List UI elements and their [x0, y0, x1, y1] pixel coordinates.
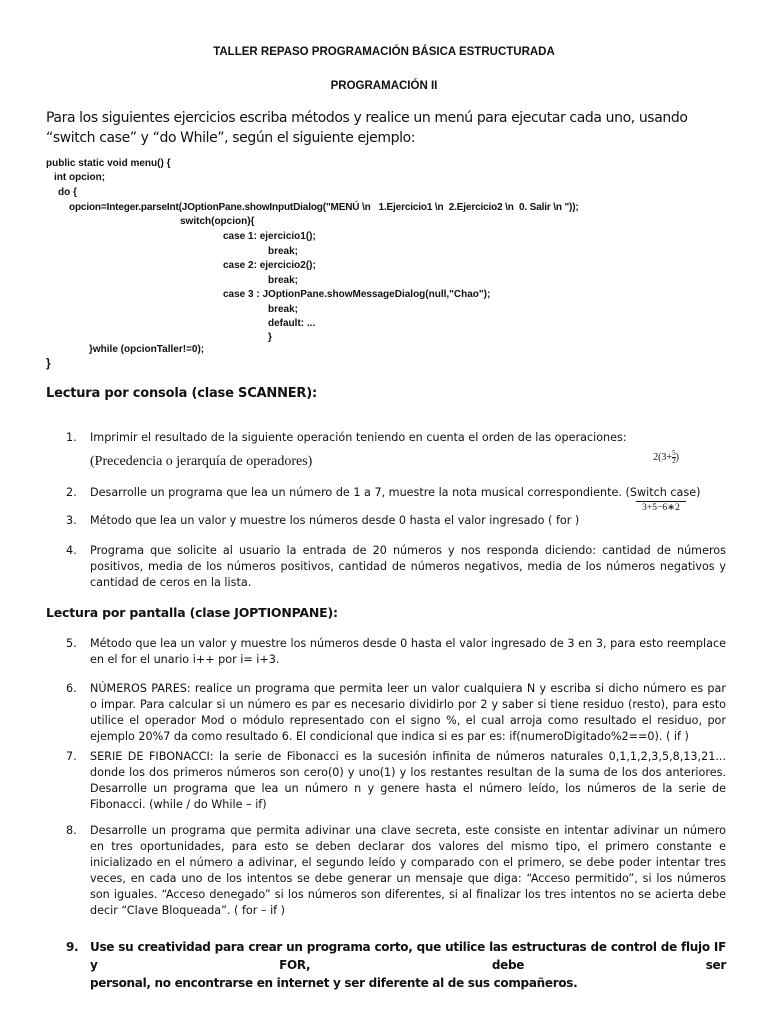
item-line: donde los dos primeros números son cero(0) y uno(1) y los restantes resultan de la suma de los dos anteriores. — [90, 766, 726, 779]
item-text: Método que lea un valor y muestre los números desde 0 hasta el valor ingresado ( for ) — [90, 514, 580, 527]
item-number: 3. — [66, 514, 77, 527]
code-line: break; — [268, 246, 299, 257]
list-item — [66, 485, 726, 501]
item-line: veces, en cada uno de los intentos se debe generar un mensaje que diga: “Acceso permitido”, si los números — [90, 872, 726, 885]
item-line: utilice el operador Mod o módulo representado con el signo %, el cual arroja como resultado el residuo, por — [90, 714, 726, 727]
item-note: (Precedencia o jerarquía de operadores) — [90, 454, 313, 469]
intro-paragraph: Para los siguientes ejercicios escriba métodos y realice un menú para ejecutar cada uno, usando “switch case” y “do While”, según el siguiente ejemplo: — [46, 110, 688, 146]
formula-inner-numerator: 5 — [672, 449, 676, 457]
item-line: NÚMEROS PARES: realice un programa que permita leer un valor cualquiera N y escriba si dicho número es par — [90, 682, 726, 695]
section-heading-joptionpane: Lectura por pantalla (clase JOPTIONPANE): — [46, 605, 338, 620]
code-line: case 1: ejercicio1(); — [223, 231, 316, 242]
code-line: } — [268, 332, 272, 343]
code-line: break; — [268, 304, 299, 315]
formula-denominator: 3+5−6∗2 — [636, 501, 686, 514]
section-heading-scanner: Lectura por consola (clase SCANNER): — [46, 386, 317, 401]
item-line: SERIE DE FIBONACCI: la serie de Fibonacci es la sucesión infinita de números naturales 0,1,1,2,3,5,8,13,21... — [90, 750, 726, 763]
item-line: Use su creatividad para crear un programa corto, que utilice las estructuras de control de flujo IF y FOR, debe ser — [90, 940, 726, 972]
code-line: switch(opcion){ — [180, 216, 255, 227]
list-item — [66, 430, 726, 446]
item-number: 6. — [66, 682, 77, 695]
list-item — [66, 823, 726, 919]
item-line: personal, no encontrarse en internet y ser diferente al de sus compañeros. — [90, 976, 578, 990]
item-line: en tres oportunidades, para esto se deben declarar dos valores del mismo tipo, el primero constante e — [90, 840, 726, 853]
code-line: do { — [58, 187, 77, 198]
list-item — [66, 513, 726, 529]
list-item — [66, 543, 726, 591]
list-item — [66, 749, 726, 813]
item-line: o impar. Para calcular si un número es par es necesario dividirlo por 2 y saber si tiene residuo (resto), para esto — [90, 698, 726, 711]
item-line: Desarrolle un programa que lea un número n y genere hasta el número leído, los números de la serie de — [90, 782, 726, 795]
formula-numerator: 2(3+ — [653, 451, 673, 463]
item-number: 7. — [66, 750, 77, 763]
item-line: Desarrolle un programa que permita adivinar una clave secreta, este consiste en intentar adivinar un número — [90, 824, 726, 837]
list-item — [66, 681, 726, 745]
item-line: positivos, media de los números positivos, cantidad de números negativos, media de los números negativos y — [90, 560, 726, 573]
item-line: ejemplo 20%7 da como resultado 6. El condicional que indica si es par es: if(numeroDigitado%2==0). ( if ) — [90, 730, 689, 743]
code-line: public static void menu() { — [46, 158, 171, 169]
item-line: Programa que solicite al usuario la entrada de 20 números y nos responda diciendo: cantidad de números — [90, 544, 726, 557]
formula-inner-denominator: 2 — [672, 457, 676, 465]
code-line: case 3 : JOptionPane.showMessageDialog(null,"Chao"); — [223, 289, 491, 300]
code-line: case 2: ejercicio2(); — [223, 260, 316, 271]
item-line: Método que lea un valor y muestre los números desde 0 hasta el valor ingresado de 3 en 3, para esto reemplace — [90, 637, 726, 650]
document-title: TALLER REPASO PROGRAMACIÓN BÁSICA ESTRUCTURADA — [213, 46, 555, 58]
code-line: }while (opcionTaller!=0); — [89, 344, 205, 355]
list-item — [66, 636, 726, 668]
item-line: cantidad de ceros en la lista. — [90, 576, 252, 589]
formula-close-paren: ) — [675, 451, 679, 463]
code-line: } — [46, 356, 51, 370]
item-number: 1. — [66, 431, 77, 444]
item-line: inicializado en el número a adivinar, el segundo leído y comparado con el primero, se debe poder intentar tres — [90, 856, 726, 869]
item-number: 5. — [66, 637, 77, 650]
code-line: opcion=Integer.parseInt(JOptionPane.showInputDialog("MENÚ \n 1.Ejercicio1 \n 2.Ejercicio2 \n 0. Salir \n ")); — [69, 202, 579, 213]
item-number: 8. — [66, 824, 77, 837]
item-line: decir “Clave Bloqueada”. ( for – if ) — [90, 904, 286, 917]
code-line: default: ... — [268, 318, 316, 329]
item-number: 9. — [66, 940, 79, 954]
item-number: 2. — [66, 486, 77, 499]
document-subtitle: PROGRAMACIÓN II — [330, 80, 438, 92]
item-number: 4. — [66, 544, 77, 557]
item-text: Imprimir el resultado de la siguiente operación teniendo en cuenta el orden de las operaciones: — [90, 431, 627, 444]
code-line: int opcion; — [54, 172, 106, 183]
list-item — [66, 938, 726, 992]
item-line: son iguales. “Acceso denegado” si los números son diferentes, si al finalizar los tres intentos no se acierta debe — [90, 888, 726, 901]
item-text: Desarrolle un programa que lea un número de 1 a 7, muestre la nota musical correspondiente. (Switch case) — [90, 486, 701, 499]
item-line: en el for el unario i++ por i= i+3. — [90, 653, 280, 666]
item-line: Fibonacci. (while / do While – if) — [90, 798, 267, 811]
code-line: break; — [268, 275, 299, 286]
formula — [636, 416, 686, 525]
